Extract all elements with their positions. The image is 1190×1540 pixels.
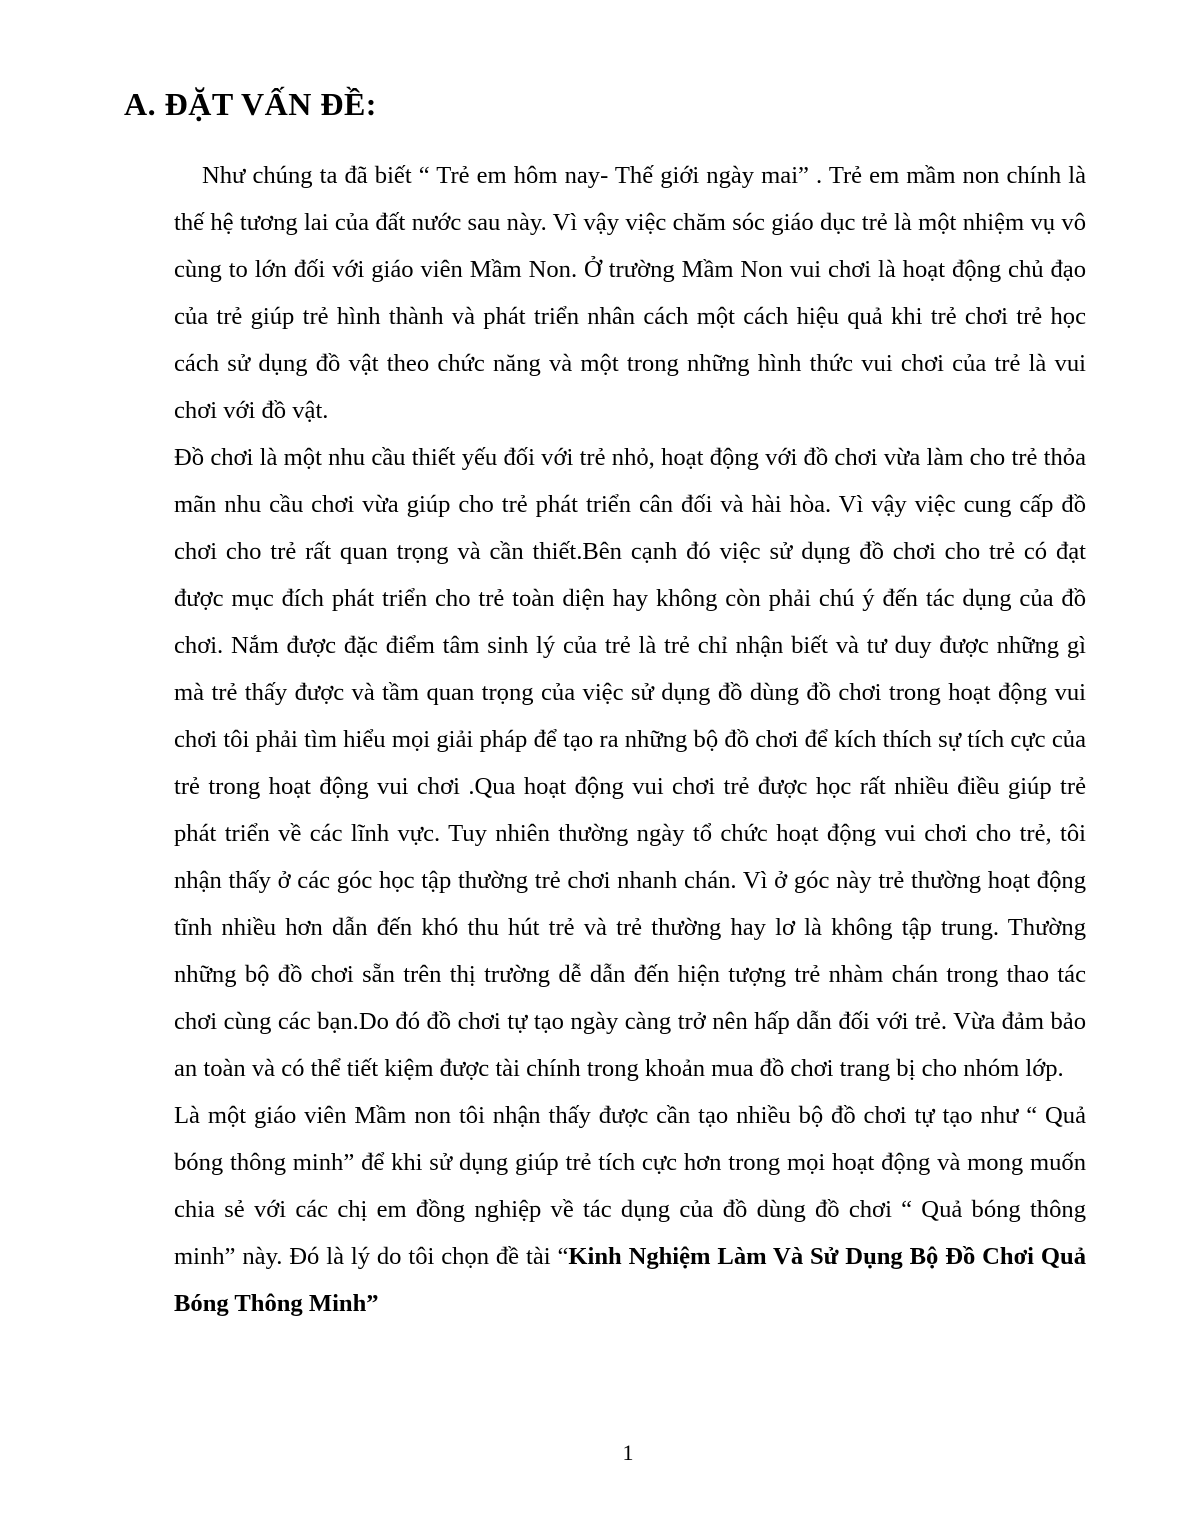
- paragraph-toys: Đồ chơi là một nhu cầu thiết yếu đối với trẻ nhỏ, hoạt động với đồ chơi vừa làm cho trẻ thỏa mãn nhu cầu chơi vừa giúp cho trẻ phát triển cân đối và hài hòa. Vì vậy việc cung cấp đồ chơi cho trẻ rất quan trọng và cần thiết.Bên cạnh đó việc sử dụng đồ chơi cho trẻ có đạt được mục đích phát triển cho trẻ toàn diện hay không còn phải chú ý đến tác dụng của đồ chơi. Nắm được đặc điểm tâm sinh lý của trẻ là trẻ chỉ nhận biết và tư duy được những gì mà trẻ thấy được và tầm quan trọng của việc sử dụng đồ dùng đồ chơi trong hoạt động vui chơi tôi phải tìm hiểu mọi giải pháp để tạo ra những bộ đồ chơi để kích thích sự tích cực của trẻ trong hoạt động vui chơi .Qua hoạt động vui chơi trẻ được học rất nhiều điều giúp trẻ phát triển về các lĩnh vực. Tuy nhiên thường ngày tổ chức hoạt động vui chơi cho trẻ, tôi nhận thấy ở các góc học tập thường trẻ chơi nhanh chán. Vì ở góc này trẻ thường hoạt động tĩnh nhiều hơn dẫn đến khó thu hút trẻ và trẻ thường hay lơ là không tập trung. Thường những bộ đồ chơi sẵn trên thị trường dễ dẫn đến hiện tượng trẻ nhàm chán trong thao tác chơi cùng các bạn.Do đó đồ chơi tự tạo ngày càng trở nên hấp dẫn đối với trẻ. Vừa đảm bảo an toàn và có thể tiết kiệm được tài chính trong khoản mua đồ chơi trang bị cho nhóm lớp.: [174, 444, 1086, 1082]
- paragraph-reason: [174, 1092, 1086, 1327]
- paragraph-reason-text: Là một giáo viên Mầm non tôi nhận thấy được cần tạo nhiều bộ đồ chơi tự tạo như “ Quả bóng thông minh” để khi sử dụng giúp trẻ tích cực hơn trong mọi hoạt động và mong muốn chia sẻ với các chị em đồng nghiệp về tác dụng của đồ dùng đồ chơi “ Quả bóng thông minh” này. Đó là lý do tôi chọn đề tài “: [174, 1102, 1086, 1270]
- section-heading: A. ĐẶT VẤN ĐỀ:: [124, 86, 377, 122]
- page-number: 1: [622, 1440, 634, 1465]
- topic-title: Kinh Nghiệm Làm Và Sử Dụng Bộ Đồ Chơi Quả Bóng Thông Minh”: [174, 1243, 1087, 1317]
- document-body: [174, 152, 1086, 1327]
- paragraph-intro: Như chúng ta đã biết “ Trẻ em hôm nay- Thế giới ngày mai” . Trẻ em mầm non chính là thế hệ tương lai của đất nước sau này. Vì vậy việc chăm sóc giáo dục trẻ là một nhiệm vụ vô cùng to lớn đối với giáo viên Mầm Non. Ở trường Mầm Non vui chơi là hoạt động chủ đạo của trẻ giúp trẻ hình thành và phát triển nhân cách một cách hiệu quả khi trẻ chơi trẻ học cách sử dụng đồ vật theo chức năng và một trong những hình thức vui chơi của trẻ là vui chơi với đồ vật.: [174, 162, 1086, 424]
